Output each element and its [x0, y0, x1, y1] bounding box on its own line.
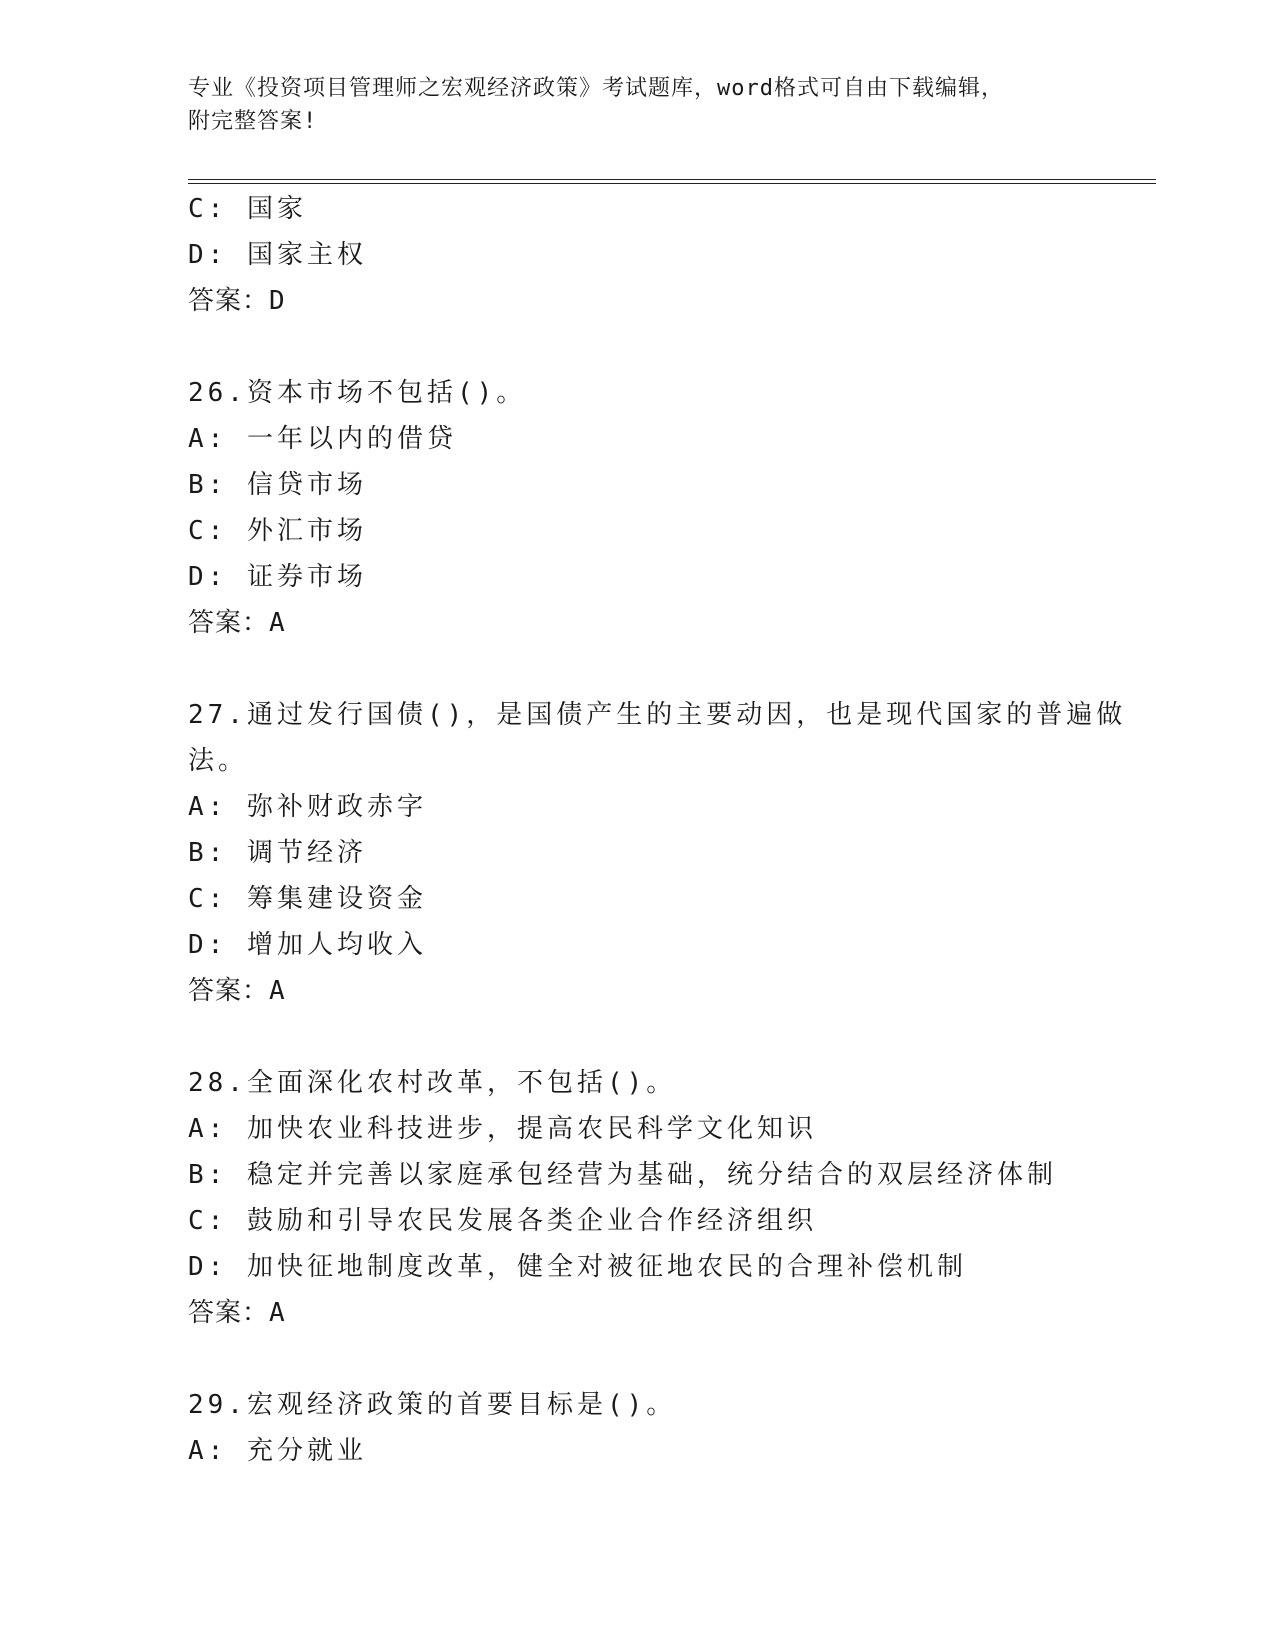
- question-stem: 26.资本市场不包括()。: [188, 378, 527, 408]
- header-line-1: 专业《投资项目管理师之宏观经济政策》考试题库，word格式可自由下载编辑，: [188, 76, 1004, 101]
- option-a: A: 充分就业: [188, 1436, 367, 1466]
- question-27: [188, 692, 1127, 1014]
- continued-question: [188, 186, 1088, 324]
- answer-value: A: [269, 608, 285, 638]
- question-29: [188, 1382, 1088, 1474]
- answer-value: D: [269, 286, 285, 316]
- answer-line: [188, 968, 1088, 1014]
- header-divider-bottom: [188, 183, 1156, 184]
- question-stem: 28.全面深化农村改革，不包括()。: [188, 1068, 677, 1098]
- option-c: C: 筹集建设资金: [188, 884, 427, 914]
- option-a: A: 弥补财政赤字: [188, 792, 427, 822]
- question-26: [188, 370, 1088, 646]
- header-divider-top: [188, 179, 1156, 180]
- answer-label: 答案：: [188, 976, 270, 1006]
- question-list: [188, 186, 1127, 1474]
- answer-label: 答案：: [188, 286, 270, 316]
- question-28: [188, 1060, 1088, 1336]
- option-b: B: 稳定并完善以家庭承包经营为基础，统分结合的双层经济体制: [188, 1160, 1057, 1190]
- option-b: B: 调节经济: [188, 838, 367, 868]
- option-d: D: 证券市场: [188, 562, 367, 592]
- question-stem: 29.宏观经济政策的首要目标是()。: [188, 1390, 677, 1420]
- option-d: D: 国家主权: [188, 240, 367, 270]
- answer-label: 答案：: [188, 1298, 270, 1328]
- option-c: C: 外汇市场: [188, 516, 367, 546]
- page-header: [188, 72, 1088, 138]
- question-stem: 27.通过发行国债()，是国债产生的主要动因，也是现代国家的普遍做: [188, 700, 1127, 730]
- option-b: B: 信贷市场: [188, 470, 367, 500]
- option-a: A: 加快农业科技进步，提高农民科学文化知识: [188, 1114, 817, 1144]
- answer-label: 答案：: [188, 608, 270, 638]
- answer-line: [188, 1290, 1088, 1336]
- answer-value: A: [269, 1298, 285, 1328]
- option-c: C: 鼓励和引导农民发展各类企业合作经济组织: [188, 1206, 817, 1236]
- header-line-2: 附完整答案!: [188, 109, 318, 134]
- answer-line: [188, 600, 1088, 646]
- option-d: D: 增加人均收入: [188, 930, 427, 960]
- answer-value: A: [269, 976, 285, 1006]
- option-c: C: 国家: [188, 194, 307, 224]
- option-d: D: 加快征地制度改革，健全对被征地农民的合理补偿机制: [188, 1252, 967, 1282]
- option-a: A: 一年以内的借贷: [188, 424, 457, 454]
- question-stem-continued: 法。: [188, 746, 249, 776]
- answer-line: [188, 278, 1088, 324]
